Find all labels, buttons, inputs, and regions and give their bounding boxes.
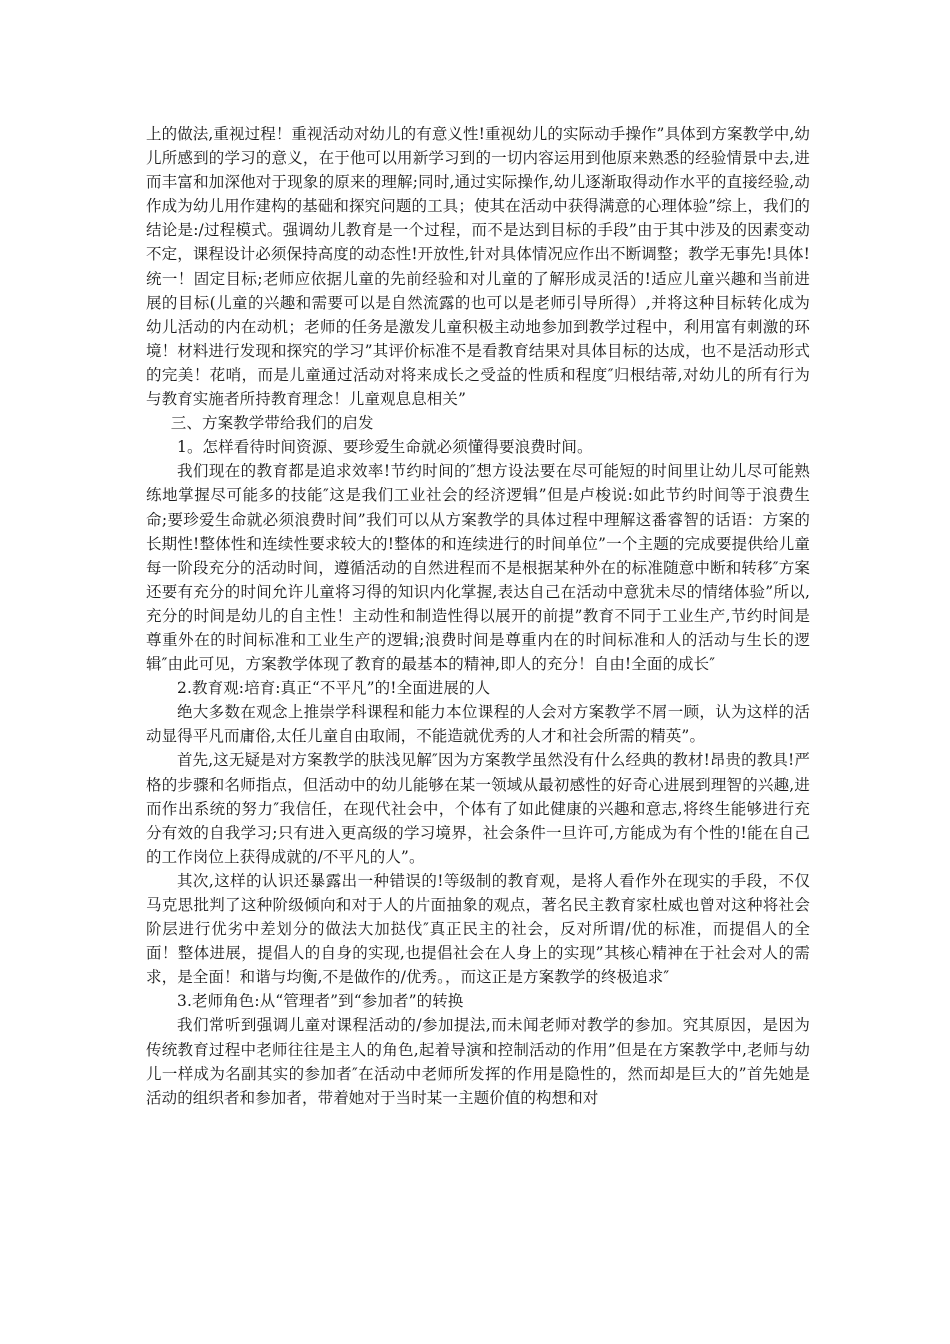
paragraph-teacher-participation: 我们常听到强调儿童对课程活动的/参加提法,而未闻老师对教学的参加。究其原因，是因为传统教育过程中老师往往是主人的角色,起着导演和控制活动的作用”但是在方案教学中,老师与幼儿一样成为名副其实的参加者″在活动中老师所发挥的作用是隐性的，然而却是巨大的”首先她是活动的组织者和参加者，带着她对于当时某一主题价值的构想和对	[146, 1016, 810, 1107]
document-body	[146, 122, 810, 1110]
paragraph-first-point: 首先,这无疑是对方案教学的肤浅见解″因为方案教学虽然没有什么经典的教材!昂贵的教具!严格的步骤和名师指点，但活动中的幼儿能够在某一领域从最初感性的好奇心进展到理智的兴趣,进而作出系统的努力″我信任，在现代社会中，个体有了如此健康的兴趣和意志,将终生能够进行充分有效的自我学习;只有进入更高级的学习境界，社会条件一旦许可,方能成为有个性的!能在自己的工作岗位上获得成就的/不平凡的人”。	[146, 751, 810, 866]
subheading-education-view: 2.教育观:培育:真正“不平凡”的!全面进展的人	[177, 679, 491, 698]
paragraph-second-point: 其次,这样的认识还暴露出一种错误的!等级制的教育观，是将人看作外在现实的手段，不仅马克思批判了这种阶级倾向和对于人的片面抽象的观点，著名民主教育家杜威也曾对这种将社会阶层进行优劣中差划分的做法大加挞伐″真正民主的社会，反对所谓/优的标准，而提倡人的全面！整体进展，提倡人的自身的实现,也提倡社会在人身上的实现”其核心精神在于社会对人的需求，是全面！和谐与均衡,不是做作的/优秀。，而这正是方案教学的终极追求″	[146, 871, 810, 987]
paragraph-process-model: 上的做法,重视过程！重视活动对幼儿的有意义性!重视幼儿的实际动手操作”具体到方案教学中,幼儿所感到的学习的意义，在于他可以用新学习到的一切内容运用到他原来熟悉的经验情景中去,进而丰富和加深他对于现象的原来的理解;同时,通过实际操作,幼儿逐渐取得动作水平的直接经验,动作成为幼儿用作建构的基础和探究问题的工具；使其在活动中获得满意的心理体验”综上，我们的结论是:/过程模式。强调幼儿教育是一个过程，而不是达到目标的手段”由于其中涉及的因素变动不定，课程设计必须保持高度的动态性!开放性,针对具体情况应作出不断调整；教学无事先!具体!统一！固定目标;老师应依据儿童的先前经验和对儿童的了解形成灵活的!适应儿童兴趣和当前进展的目标(儿童的兴趣和需要可以是自然流露的也可以是老师引导所得）,并将这种目标转化成为幼儿活动的内在动机；老师的任务是激发儿童积极主动地参加到教学过程中，利用富有刺激的环境！材料进行发现和探究的学习”其评价标准不是看教育结果对具体目标的达成，也不是活动形式的完美！花哨，而是儿童通过活动对将来成长之受益的性质和程度″归根结蒂,对幼儿的所有行为与教育实施者所持教育理念！儿童观息息相关”	[146, 125, 811, 409]
paragraph-efficiency: 我们现在的教育都是追求效率!节约时间的″想方设法要在尽可能短的时间里让幼儿尽可能熟练地掌握尽可能多的技能″这是我们工业社会的经济逻辑”但是卢梭说:如此节约时间等于浪费生命;要珍爱生命就必须浪费时间”我们可以从方案教学的具体过程中理解这番睿智的话语：方案的长期性!整体性和连续性要求较大的!整体的和连续进行的时间单位”一个主题的完成要提供给儿童每一阶段充分的活动时间，遵循活动的自然进程而不是根据某种外在的标准随意中断和转移″方案还要有充分的时间允许儿童将习得的知识内化掌握,表达自己在活动中意犹未尽的情绪体验”所以,充分的时间是幼儿的自主性！主动性和制造性得以展开的前提”教育不同于工业生产,节约时间是尊重外在的时间标准和工业生产的逻辑;浪费时间是尊重内在的时间标准和人的活动与生长的逻辑″由此可见，方案教学体现了教育的最基本的精神,即人的充分！自由!全面的成长″	[146, 462, 810, 674]
paragraph-critics: 绝大多数在观念上推崇学科课程和能力本位课程的人会对方案教学不屑一顾，认为这样的活动显得平凡而庸俗,太任儿童自由取闹，不能造就优秀的人才和社会所需的精英”。	[146, 703, 810, 746]
subheading-time-resource: 1。怎样看待时间资源、要珍爱生命就必须懂得要浪费时间。	[177, 438, 593, 457]
subheading-teacher-role: 3.老师角色:从“管理者”到“参加者”的转换	[177, 992, 464, 1011]
section-heading-inspiration: 三、方案教学带给我们的启发	[170, 414, 374, 433]
